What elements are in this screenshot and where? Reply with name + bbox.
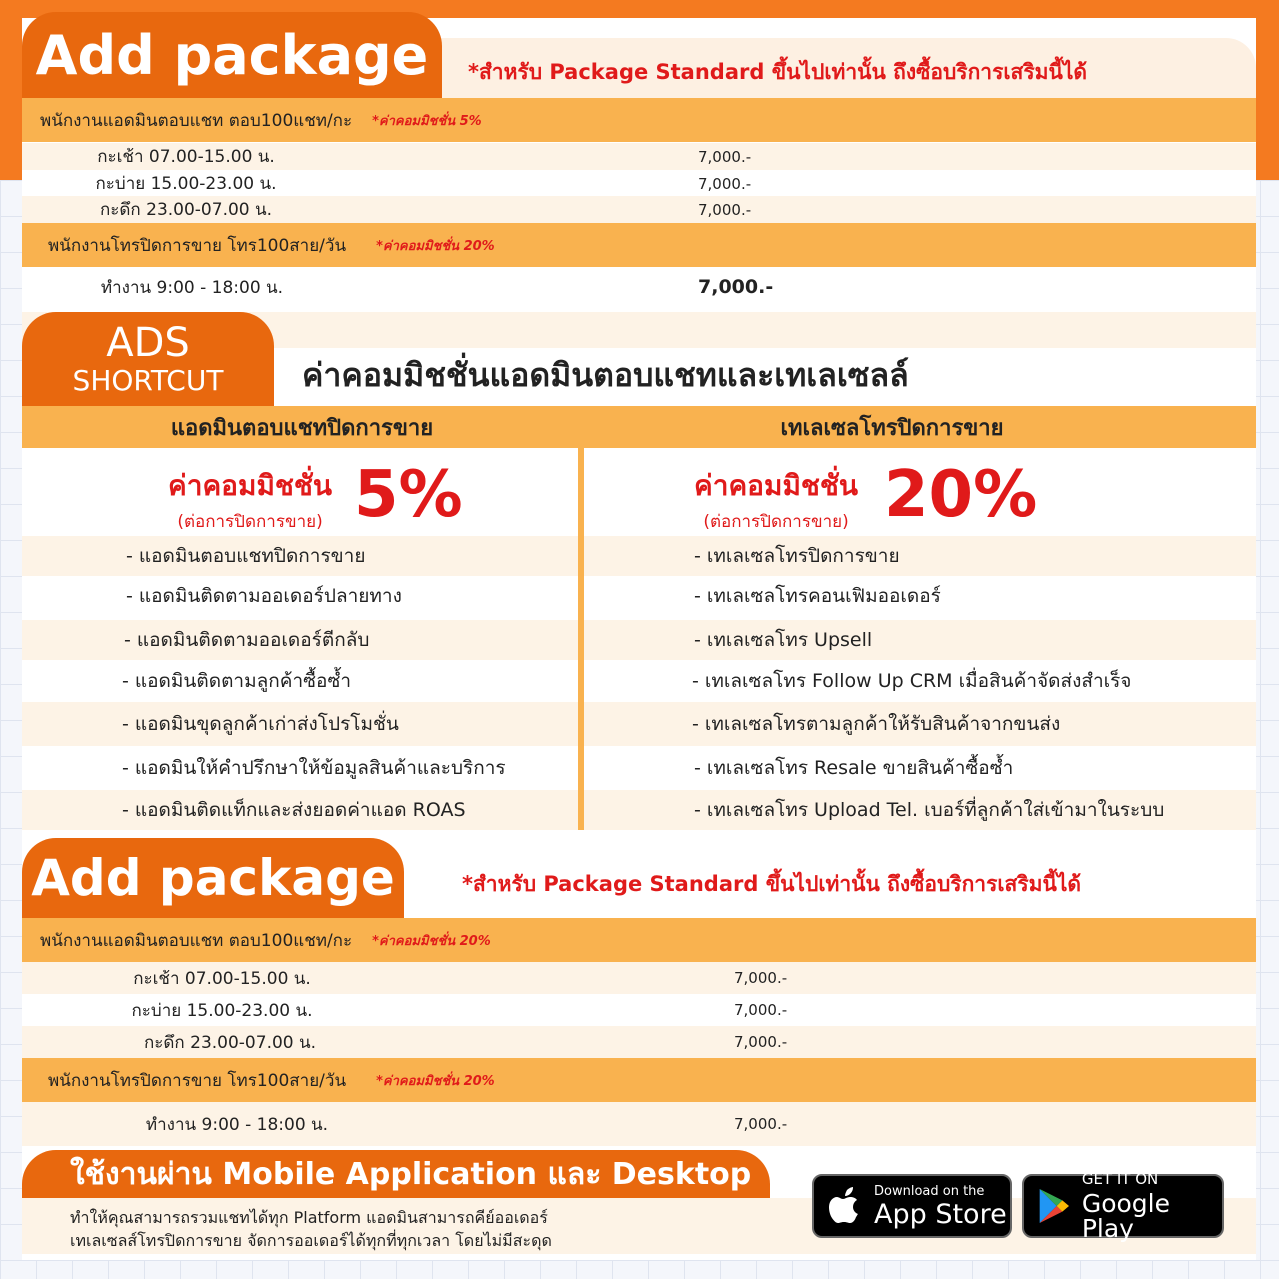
google-play-button[interactable] [1022,1169,1224,1243]
right-commission-block [694,464,858,535]
shift-label: กะดึก 23.00-07.00 น. [99,200,273,220]
google-play-small: GET IT ON [1081,1169,1159,1188]
telesales-band-2 [22,1058,1256,1102]
left-column-heading: แอดมินตอบแชทปิดการขาย [170,415,434,441]
shift-price: 7,000.- [698,147,752,166]
shortcut-label: SHORTCUT [72,364,224,397]
chat-admin-band [22,98,1256,142]
work-hours-price: 7,000.- [698,276,774,298]
right-commission-label: ค่าคอมมิชชั่น [694,469,859,502]
right-item: - เทเลเซลโทร Upload Tel. เบอร์ที่ลูกค้าใส่เข้ามาในระบบ [694,799,1165,821]
google-play-big: Google Play [1081,1188,1170,1243]
footer-line-2: เทเลเซลส์โทรปิดการขาย จัดการออเดอร์ได้ทุกที่ทุกเวลา โดยไม่มีสะดุด [70,1231,552,1250]
google-play-icon [1034,1184,1072,1228]
telesales-label: พนักงานโทรปิดการขาย โทร100สาย/วัน [48,1070,347,1091]
left-item: - แอดมินติดตามออเดอร์ปลายทาง [126,585,402,607]
left-item: - แอดมินติดตามออเดอร์ตีกลับ [124,629,370,651]
right-item: - เทเลเซลโทร Resale ขายสินค้าซื้อซ้ำ [694,757,1014,779]
left-item: - แอดมินให้คำปรึกษาให้ข้อมูลสินค้าและบริการ [122,757,506,779]
work-hours-price: 7,000.- [734,1115,788,1133]
shift-row [22,994,1256,1026]
list-item [22,746,1256,790]
ads-shortcut-tab [22,312,274,406]
standard-only-note-2: *สำหรับ Package Standard ขึ้นไปเท่านั้น ถึงซื้อบริการเสริมนี้ได้ [462,872,1082,896]
shift-row [22,196,1256,223]
shift-label: กะดึก 23.00-07.00 น. [143,1032,317,1053]
telesales-row [22,272,1256,302]
list-item [22,790,1256,830]
shift-row [22,170,1256,197]
shift-label: กะเช้า 07.00-15.00 น. [97,147,275,167]
right-item: - เทเลเซลโทรตามลูกค้าให้รับสินค้าจากขนส่ง [692,713,1061,735]
footer-title: ใช้งานผ่าน Mobile Application และ Desktop [22,1150,770,1198]
shift-price: 7,000.- [698,174,752,193]
left-item: - แอดมินติดตามลูกค้าซื้อซ้ำ [122,670,352,692]
left-commission-percent: 5% [354,458,463,532]
list-item [22,620,1256,660]
right-commission-percent: 20% [884,458,1038,532]
shift-label: กะเช้า 07.00-15.00 น. [133,968,311,989]
right-commission-sub: (ต่อการปิดการขาย) [703,512,849,532]
telesales-row [22,1102,1256,1146]
footer-description [70,1206,552,1252]
work-hours-label: ทำงาน 9:00 - 18:00 น. [100,277,284,298]
telesales-label: พนักงานโทรปิดการขาย โทร100สาย/วัน [48,235,347,256]
list-item [22,536,1256,576]
right-item: - เทเลเซลโทร Follow Up CRM เมื่อสินค้าจัดส่งสำเร็จ [692,670,1132,692]
column-divider-overlay [578,448,584,830]
chat-admin-label: พนักงานแอดมินตอบแชท ตอบ100แชท/กะ [40,110,353,131]
shift-row [22,1026,1256,1058]
google-play-text [1081,1169,1222,1243]
shift-label: กะบ่าย 15.00-23.00 น. [95,174,277,194]
left-commission-sub: (ต่อการปิดการขาย) [177,512,323,532]
ads-title: ค่าคอมมิชชั่นแอดมินตอบแชทและเทเลเซลล์ [302,356,909,394]
footer-line-1: ทำให้คุณสามารถรวมแชทได้ทุก Platform แอดมินสามารถคีย์ออเดอร์ [70,1208,548,1227]
left-commission-label: ค่าคอมมิชชั่น [168,469,333,502]
right-item: - เทเลเซลโทร Upsell [694,629,873,651]
shift-price: 7,000.- [734,1033,788,1051]
shift-row [22,962,1256,994]
shift-price: 7,000.- [734,1001,788,1019]
chat-commission: *ค่าคอมมิชชั่น 20% [372,933,491,949]
add-package-title: Add package [22,12,442,98]
telesales-band [22,223,1256,267]
left-item: - แอดมินขุดลูกค้าเก่าส่งโปรโมชั่น [122,713,399,735]
app-store-big: App Store [874,1198,1007,1230]
shift-row [22,143,1256,170]
shift-price: 7,000.- [698,200,752,219]
shift-price: 7,000.- [734,969,788,987]
right-item: - เทเลเซลโทรคอนเฟิมออเดอร์ [694,585,941,607]
shift-label: กะบ่าย 15.00-23.00 น. [131,1000,313,1021]
list-item [22,576,1256,616]
list-item [22,660,1256,702]
work-hours-label: ทำงาน 9:00 - 18:00 น. [145,1114,329,1135]
app-store-button[interactable] [812,1174,1012,1238]
chat-admin-band-2 [22,918,1256,962]
left-commission-block [168,464,332,535]
left-item: - แอดมินติดแท็กและส่งยอดค่าแอด ROAS [122,799,466,821]
left-item: - แอดมินตอบแชทปิดการขาย [126,545,366,567]
standard-only-note: *สำหรับ Package Standard ขึ้นไปเท่านั้น ถึงซื้อบริการเสริมนี้ได้ [468,60,1088,84]
app-store-small: Download on the [874,1183,985,1199]
right-column-heading: เทเลเซลโทรปิดการขาย [780,415,1004,441]
chat-commission: *ค่าคอมมิชชั่น 5% [372,113,482,129]
ads-column-band [22,406,1256,448]
telesales-commission: *ค่าคอมมิชชั่น 20% [376,1073,495,1089]
add-package-title-2: Add package [22,838,404,918]
telesales-commission: *ค่าคอมมิชชั่น 20% [376,238,495,254]
list-item [22,702,1256,746]
right-item: - เทเลเซลโทรปิดการขาย [694,545,900,567]
ads-label: ADS [106,320,190,366]
apple-icon [826,1184,866,1228]
app-store-text [874,1185,1007,1228]
chat-admin-label: พนักงานแอดมินตอบแชท ตอบ100แชท/กะ [40,930,353,951]
